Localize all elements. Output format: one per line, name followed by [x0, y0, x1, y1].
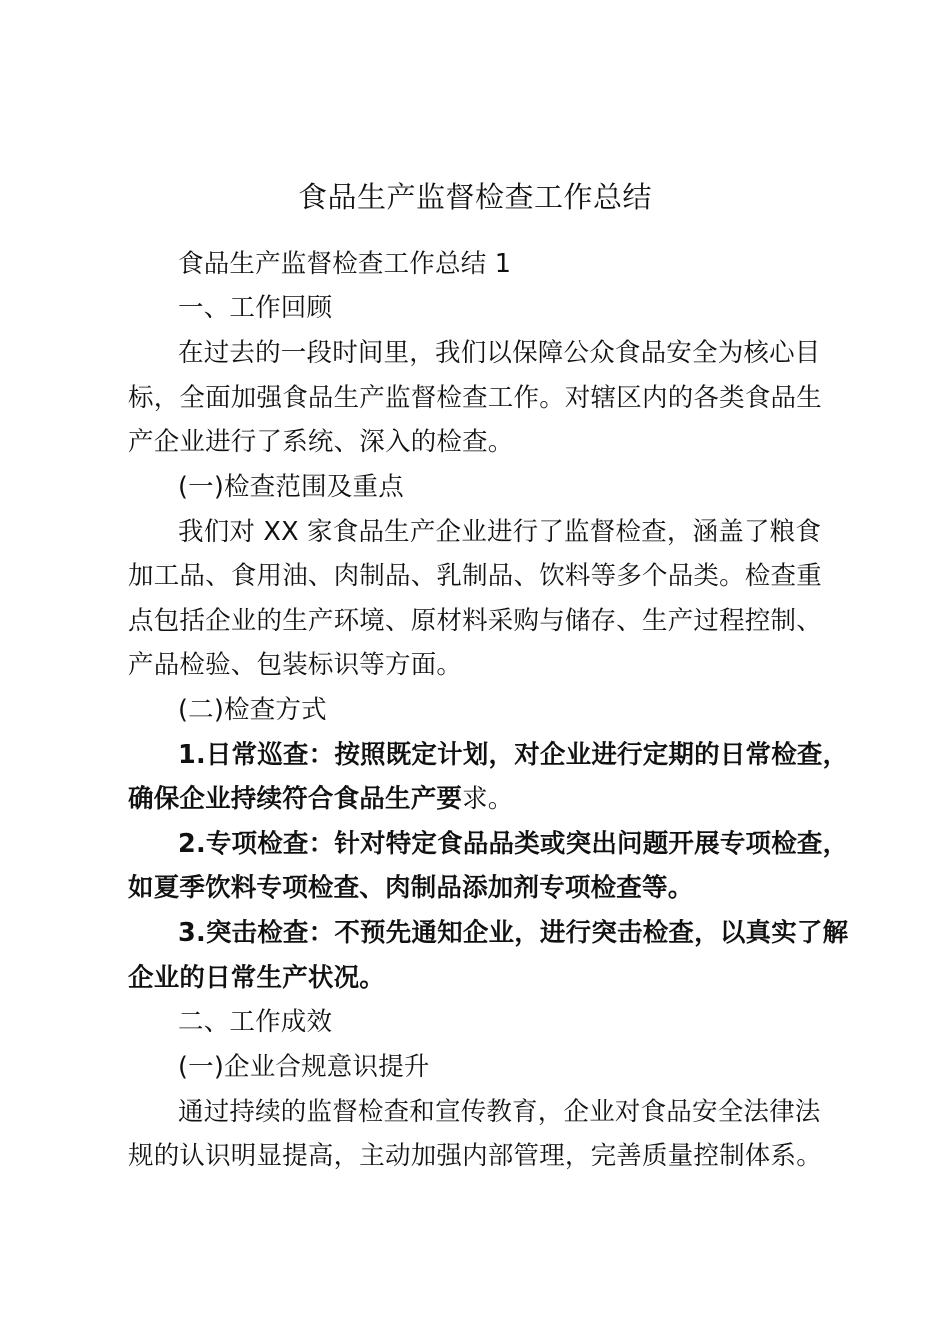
- section-heading-summary-1: 食品生产监督检查工作总结 1: [178, 249, 512, 279]
- paragraph-line: 产企业进行了系统、深入的检查。: [128, 427, 514, 457]
- bold-list-line: 1.日常巡查：按照既定计划，对企业进行定期的日常检查，: [178, 740, 849, 770]
- paragraph-line: 我们对 XX 家食品生产企业进行了监督检查，涵盖了粮食: [178, 517, 822, 547]
- paragraph-line: 在过去的一段时间里，我们以保障公众食品安全为核心目: [178, 338, 821, 368]
- subsection-heading-methods: (二)检查方式: [178, 695, 327, 725]
- paragraph-line: 通过持续的监督检查和宣传教育，企业对食品安全法律法: [178, 1097, 821, 1127]
- document-title: 食品生产监督检查工作总结: [297, 180, 652, 214]
- paragraph-line: 加工品、食用油、肉制品、乳制品、饮料等多个品类。检查重: [128, 561, 822, 591]
- bold-list-line: [128, 777, 828, 821]
- section-heading-work-review: 一、工作回顾: [178, 293, 333, 323]
- bold-text: 确保企业持续符合食品生产要: [128, 784, 463, 814]
- normal-text: 求。: [462, 784, 514, 814]
- subsection-heading-compliance: (一)企业合规意识提升: [178, 1052, 430, 1082]
- subsection-heading-scope: (一)检查范围及重点: [178, 472, 404, 502]
- bold-list-line: 2.专项检查：针对特定食品品类或突出问题开展专项检查，: [178, 829, 849, 859]
- paragraph-line: 产品检验、包装标识等方面。: [128, 650, 463, 680]
- bold-list-line: 如夏季饮料专项检查、肉制品添加剂专项检查等。: [128, 873, 694, 903]
- bold-list-line: 3.突击检查：不预先通知企业，进行突击检查，以真实了解: [178, 918, 849, 948]
- paragraph-line: 点包括企业的生产环境、原材料采购与储存、生产过程控制、: [128, 606, 822, 636]
- section-heading-results: 二、工作成效: [178, 1007, 333, 1037]
- bold-list-line: 企业的日常生产状况。: [128, 963, 386, 993]
- paragraph-line: 规的认识明显提高，主动加强内部管理，完善质量控制体系。: [128, 1141, 822, 1171]
- paragraph-line: 标，全面加强食品生产监督检查工作。对辖区内的各类食品生: [128, 383, 822, 413]
